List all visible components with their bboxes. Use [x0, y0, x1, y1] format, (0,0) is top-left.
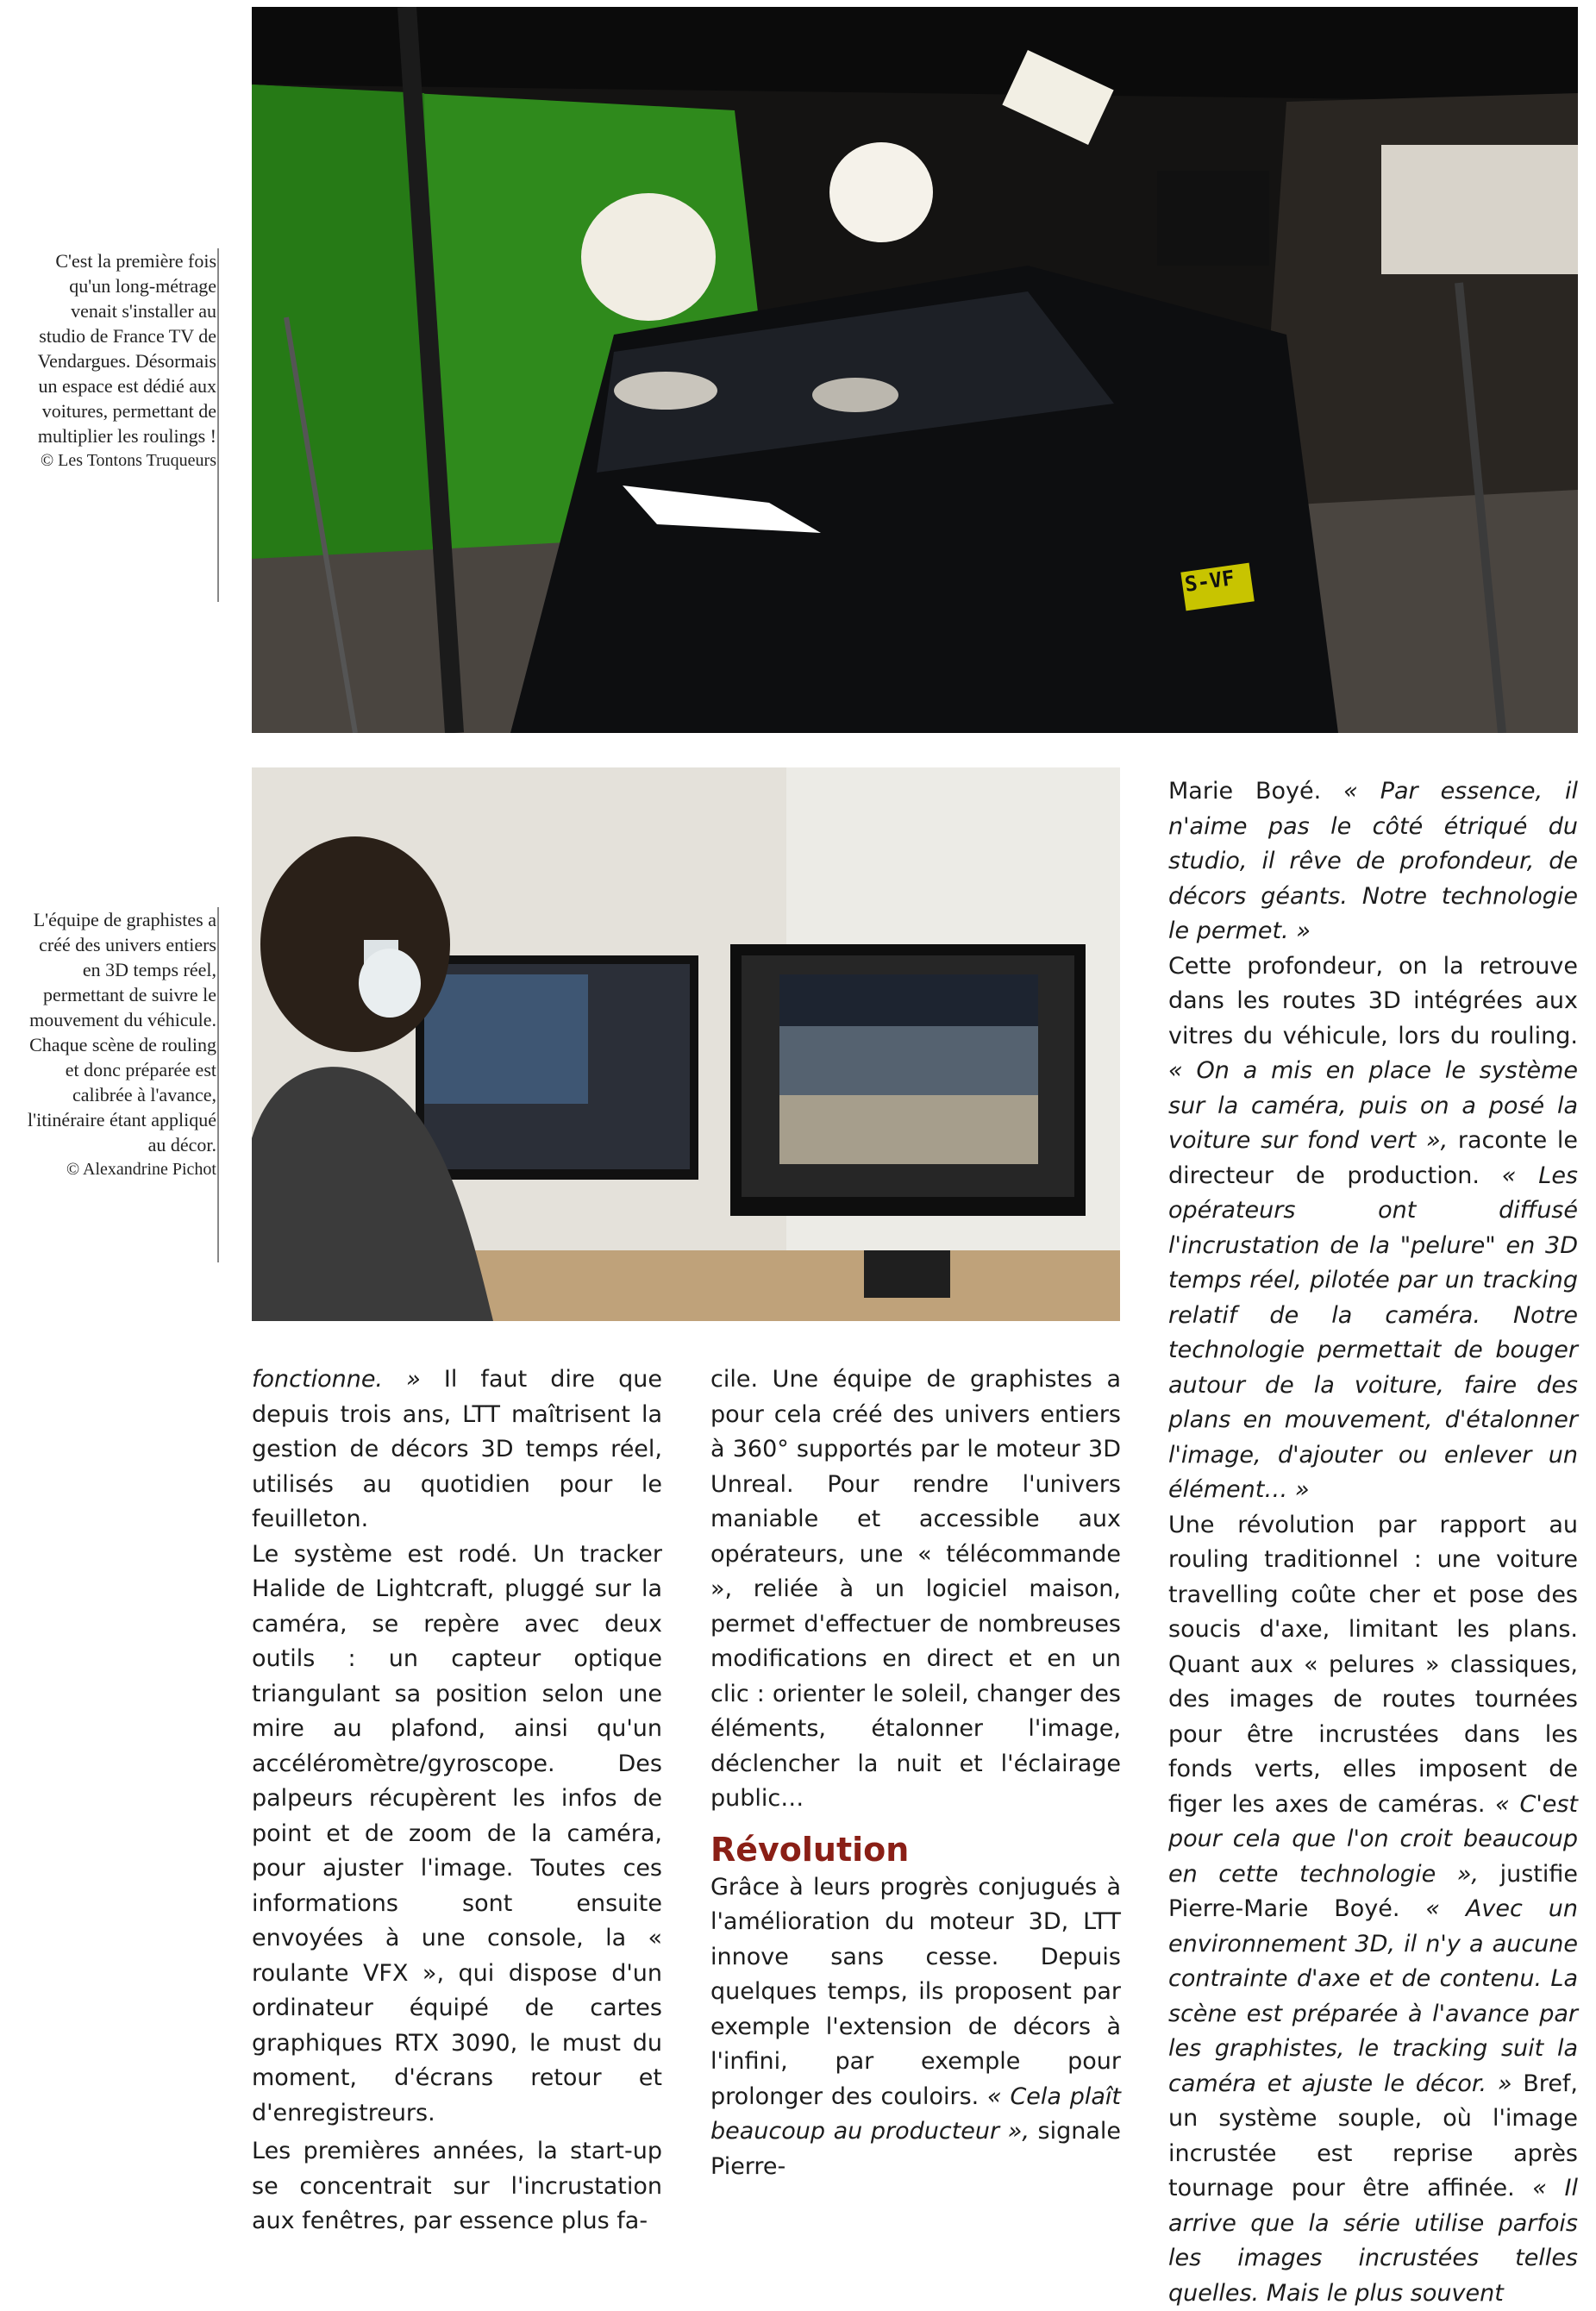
caption-credit: © Les Tontons Truqueurs	[35, 448, 216, 473]
caption-rule	[217, 907, 219, 1262]
paragraph: Une révolution par rapport au rouling traditionnel : une voiture travelling coûte cher et pose des soucis d'axe, limitant les plans. Quant aux « pelures » classiques, des images de routes tournées pour être incrustées dans les fonds verts, elles imposent de figer les axes de caméras. « C'est pour cela que l'on croit beaucoup en cette technologie », justifie Pierre-Marie Boyé. « Avec un environnement 3D, il n'y a aucune contrainte d'axe et de contenu. La scène est préparée à l'avance par les graphistes, le tracking suit la caméra et ajuste le décor. » Bref, un système souple, où l'image incrustée est reprise après tournage pour être affinée. « Il arrive que la série utilise parfois les images incrustées telles quelles. Mais le plus souvent	[1168, 1508, 1578, 2311]
caption-credit: © Alexandrine Pichot	[18, 1157, 216, 1182]
photo-caption-studio	[35, 248, 216, 473]
studio-car-photo	[252, 7, 1578, 733]
caption-rule	[217, 248, 219, 602]
photo-caption-graphistes	[18, 907, 216, 1182]
paragraph: Le système est rodé. Un tracker Halide de Lightcraft, pluggé sur la caméra, se repère avec deux outils : un capteur optique triangulant sa position selon une mire au plafond, ainsi qu'un accéléromètre/gyroscope. Des palpeurs récupèrent les infos de point et de zoom de la caméra, pour ajuster l'image. Toutes ces informations sont ensuite envoyées à une console, la « roulante VFX », qui dispose d'un ordinateur équipé de cartes graphiques RTX 3090, le must du moment, d'écrans retour et d'enregistreurs.	[252, 1538, 662, 2132]
license-plate-text: S-VF	[1183, 566, 1236, 597]
paragraph: fonctionne. » Il faut dire que depuis trois ans, LTT maîtrisent la gestion de décors 3D temps réel, utilisés au quotidien pour le feuilleton.	[252, 1362, 662, 1538]
article-column-1	[252, 1362, 662, 2239]
article-column-3	[1168, 774, 1578, 2311]
article-column-2	[710, 1362, 1121, 2184]
paragraph: Cette profondeur, on la retrouve dans les routes 3D intégrées aux vitres du véhicule, lors du rouling. « On a mis en place le système sur la caméra, puis on a posé la voiture sur fond vert », raconte le directeur de production. « Les opérateurs ont diffusé l'incrustation de la "pelure" en 3D temps réel, pilotée par un tracking relatif de la caméra. Notre technologie permettait de bouger autour de la voiture, faire des plans en mouvement, d'étalonner l'image, d'ajouter ou enlever un élément… »	[1168, 949, 1578, 1508]
section-heading: Révolution	[710, 1829, 1121, 1870]
paragraph: Les premières années, la start-up se concentrait sur l'incrustation aux fenêtres, par essence plus fa-	[252, 2134, 662, 2239]
paragraph: Grâce à leurs progrès conjugués à l'amélioration du moteur 3D, LTT innove sans cesse. Depuis quelques temps, ils proposent par exemple l'extension de décors à l'infini, par exemple pour prolonger des couloirs. « Cela plaît beaucoup au producteur », signale Pierre-	[710, 1870, 1121, 2185]
caption-text: C'est la première fois qu'un long-métrage venait s'installer au studio de France TV de Vendargues. Désormais un espace est dédié aux voitures, permettant de multiplier les roulings !	[35, 248, 216, 448]
paragraph: cile. Une équipe de graphistes a pour cela créé des univers entiers à 360° supportés par le moteur 3D Unreal. Pour rendre l'univers maniable et accessible aux opérateurs, une « télécommande », reliée à un logiciel maison, permet d'effectuer de nombreuses modifications en direct et en un clic : orienter le soleil, changer des éléments, étalonner l'image, déclencher la nuit et l'éclairage public…	[710, 1362, 1121, 1817]
caption-text: L'équipe de graphistes a créé des univers entiers en 3D temps réel, permettant de suivre le mouvement du véhicule. Chaque scène de rouling et donc préparée est calibrée à l'avance, l'itinéraire étant appliqué au décor.	[18, 907, 216, 1157]
paragraph: Marie Boyé. « Par essence, il n'aime pas le côté étriqué du studio, il rêve de profondeur, de décors géants. Notre technologie le permet. »	[1168, 774, 1578, 949]
graphistes-monitors-photo	[252, 767, 1120, 1321]
